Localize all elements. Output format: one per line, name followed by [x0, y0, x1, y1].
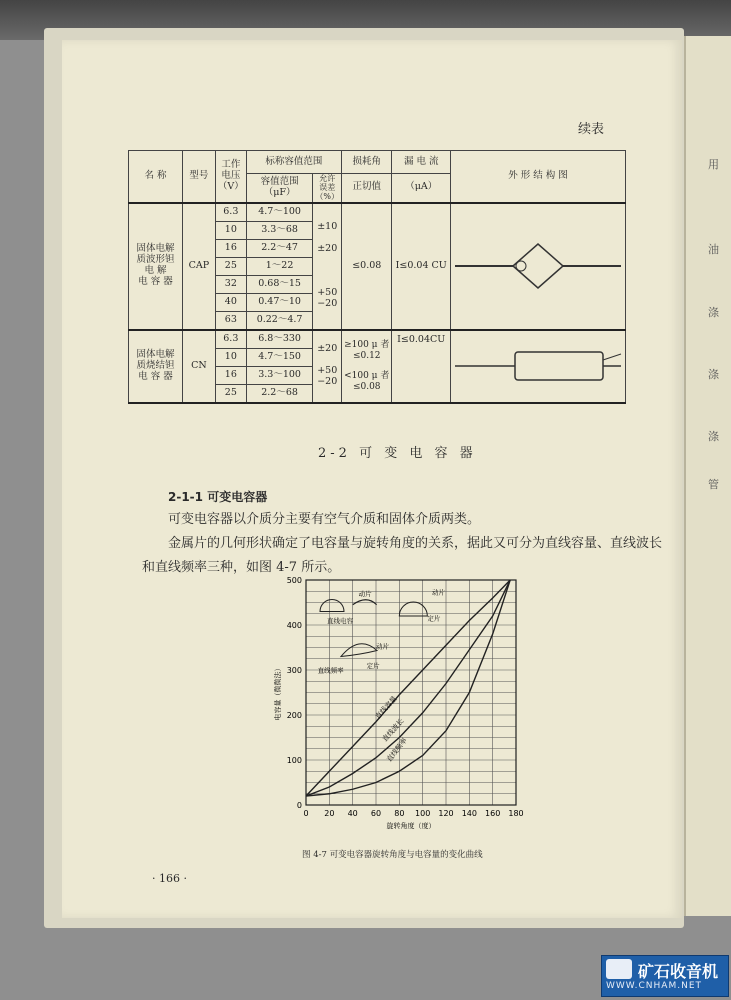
range-cell: 0.22～4.7	[246, 311, 313, 330]
voltage-cell: 40	[215, 293, 246, 311]
group1-name: 固体电解 质波形钽 电 解 电 容 器	[129, 203, 183, 330]
voltage-cell: 6.3	[215, 330, 246, 349]
watermark-url: WWW.CNHAM.NET	[606, 981, 703, 991]
page-number: · 166 ·	[152, 872, 187, 885]
range-cell: 1～22	[246, 257, 313, 275]
x-tick-label: 40	[347, 809, 358, 818]
curve-label-cap: 直线容量	[373, 694, 399, 721]
x-tick-label: 60	[370, 809, 382, 818]
x-axis-label: 旋转角度（度）	[386, 822, 436, 830]
table-header-row	[129, 151, 626, 174]
fixed-plate-label: 定片	[427, 614, 441, 623]
group1-tolerance: ±10 ±20 +50 −20	[313, 203, 342, 330]
plate-freq-icon	[341, 644, 377, 657]
range-cell: 3.3～100	[246, 366, 313, 384]
header-cap-range: 容值范围 （μF）	[246, 174, 313, 203]
curve-label-freq: 直线频率	[385, 736, 409, 764]
facing-page-edge: 用 油 涤 涤 涤 管	[684, 36, 731, 916]
y-tick-label: 200	[286, 711, 302, 720]
voltage-cell: 16	[215, 366, 246, 384]
paragraph-3: 和直线频率三种，如图 4-7 所示。	[142, 560, 341, 575]
group1-model: CAP	[182, 203, 215, 330]
voltage-cell: 6.3	[215, 203, 246, 222]
header-outline: 外 形 结 构 图	[451, 151, 626, 203]
voltage-cell: 16	[215, 239, 246, 257]
voltage-cell: 32	[215, 275, 246, 293]
figure-caption: 图 4-7 可变电容器旋转角度与电容量的变化曲线	[302, 850, 483, 860]
voltage-cell: 10	[215, 348, 246, 366]
group2-model: CN	[182, 330, 215, 403]
range-cell: 0.47～10	[246, 293, 313, 311]
y-tick-label: 0	[296, 801, 302, 810]
header-name: 名 称	[129, 151, 183, 203]
header-leakage-unit: （μA）	[392, 174, 451, 203]
voltage-cell: 25	[215, 384, 246, 403]
range-cell: 0.68～15	[246, 275, 313, 293]
radio-logo-icon	[606, 959, 632, 979]
group1-leakage: I≤0.04 CU	[392, 203, 451, 330]
continued-label: 续表	[578, 122, 605, 137]
moving-plate-label-2: 动片	[432, 588, 445, 597]
capacitor-spec-table	[128, 150, 626, 404]
paragraph-1: 可变电容器以介质分主要有空气介质和固体介质两类。	[168, 512, 481, 527]
range-cell: 4.7～150	[246, 348, 313, 366]
range-cell: 6.8～330	[246, 330, 313, 349]
header-nominal-range: 标称容值范围	[246, 151, 341, 174]
section-title: 2-2 可 变 电 容 器	[318, 446, 477, 461]
y-tick-label: 400	[286, 621, 302, 630]
y-tick-label: 500	[286, 576, 302, 585]
header-loss-angle: 损耗角	[342, 151, 392, 174]
linear-freq-label: 直线频率	[317, 666, 344, 675]
site-watermark	[601, 955, 729, 997]
tantalum-axial-drawing	[451, 330, 626, 403]
group2-tolerance: ±20 +50 −20	[313, 330, 342, 403]
range-cell: 2.2～68	[246, 384, 313, 403]
x-tick-label: 160	[485, 809, 501, 818]
capacitance-angle-chart	[270, 570, 530, 840]
range-cell: 2.2～47	[246, 239, 313, 257]
voltage-cell: 10	[215, 221, 246, 239]
moving-plate-label-3: 动片	[376, 642, 389, 651]
header-model: 型号	[182, 151, 215, 203]
x-tick-label: 140	[461, 809, 477, 818]
group2-name: 固体电解 质烧结钽 电 容 器	[129, 330, 183, 403]
y-tick-label: 100	[286, 756, 302, 765]
paragraph-2: 金属片的几何形状确定了电容量与旋转角度的关系，据此又可分为直线容量、直线波长	[168, 536, 663, 551]
header-tan: 正切值	[342, 174, 392, 203]
subsection-title: 2-1-1 可变电容器	[168, 490, 268, 504]
watermark-title: 矿石收音机	[638, 962, 719, 981]
fixed-plate-label-2: 定片	[366, 661, 380, 670]
table-row	[129, 203, 626, 222]
y-tick-label: 300	[286, 666, 302, 675]
series-line-0	[306, 580, 510, 796]
x-tick-label: 0	[303, 809, 309, 818]
y-axis-label: 电容量（微微法）	[274, 664, 282, 721]
group2-tan: ≥100 μ 者 ≤0.12 <100 μ 者 ≤0.08	[342, 330, 392, 403]
header-leakage: 漏 电 流	[392, 151, 451, 174]
curve-label-wave: 直线波长	[380, 717, 406, 744]
voltage-cell: 63	[215, 311, 246, 330]
x-tick-label: 20	[324, 809, 335, 818]
x-tick-label: 80	[394, 809, 405, 818]
group2-leakage: I≤0.04CU	[392, 330, 451, 403]
voltage-cell: 25	[215, 257, 246, 275]
x-tick-label: 120	[438, 809, 454, 818]
range-cell: 4.7～100	[246, 203, 313, 222]
header-voltage: 工作 电压 （V）	[215, 151, 246, 203]
tantalum-dip-drawing	[451, 203, 626, 330]
plate-semicircle-icon	[320, 600, 344, 612]
range-cell: 3.3～68	[246, 221, 313, 239]
group1-tan: ≤0.08	[342, 203, 392, 330]
x-tick-label: 180	[508, 809, 524, 818]
x-tick-label: 100	[415, 809, 431, 818]
table-row	[129, 330, 626, 349]
moving-plate-label: 动片	[358, 589, 372, 598]
header-tolerance: 允许 误差 （%）	[313, 174, 342, 203]
linear-cap-label: 直线电容	[327, 616, 353, 625]
